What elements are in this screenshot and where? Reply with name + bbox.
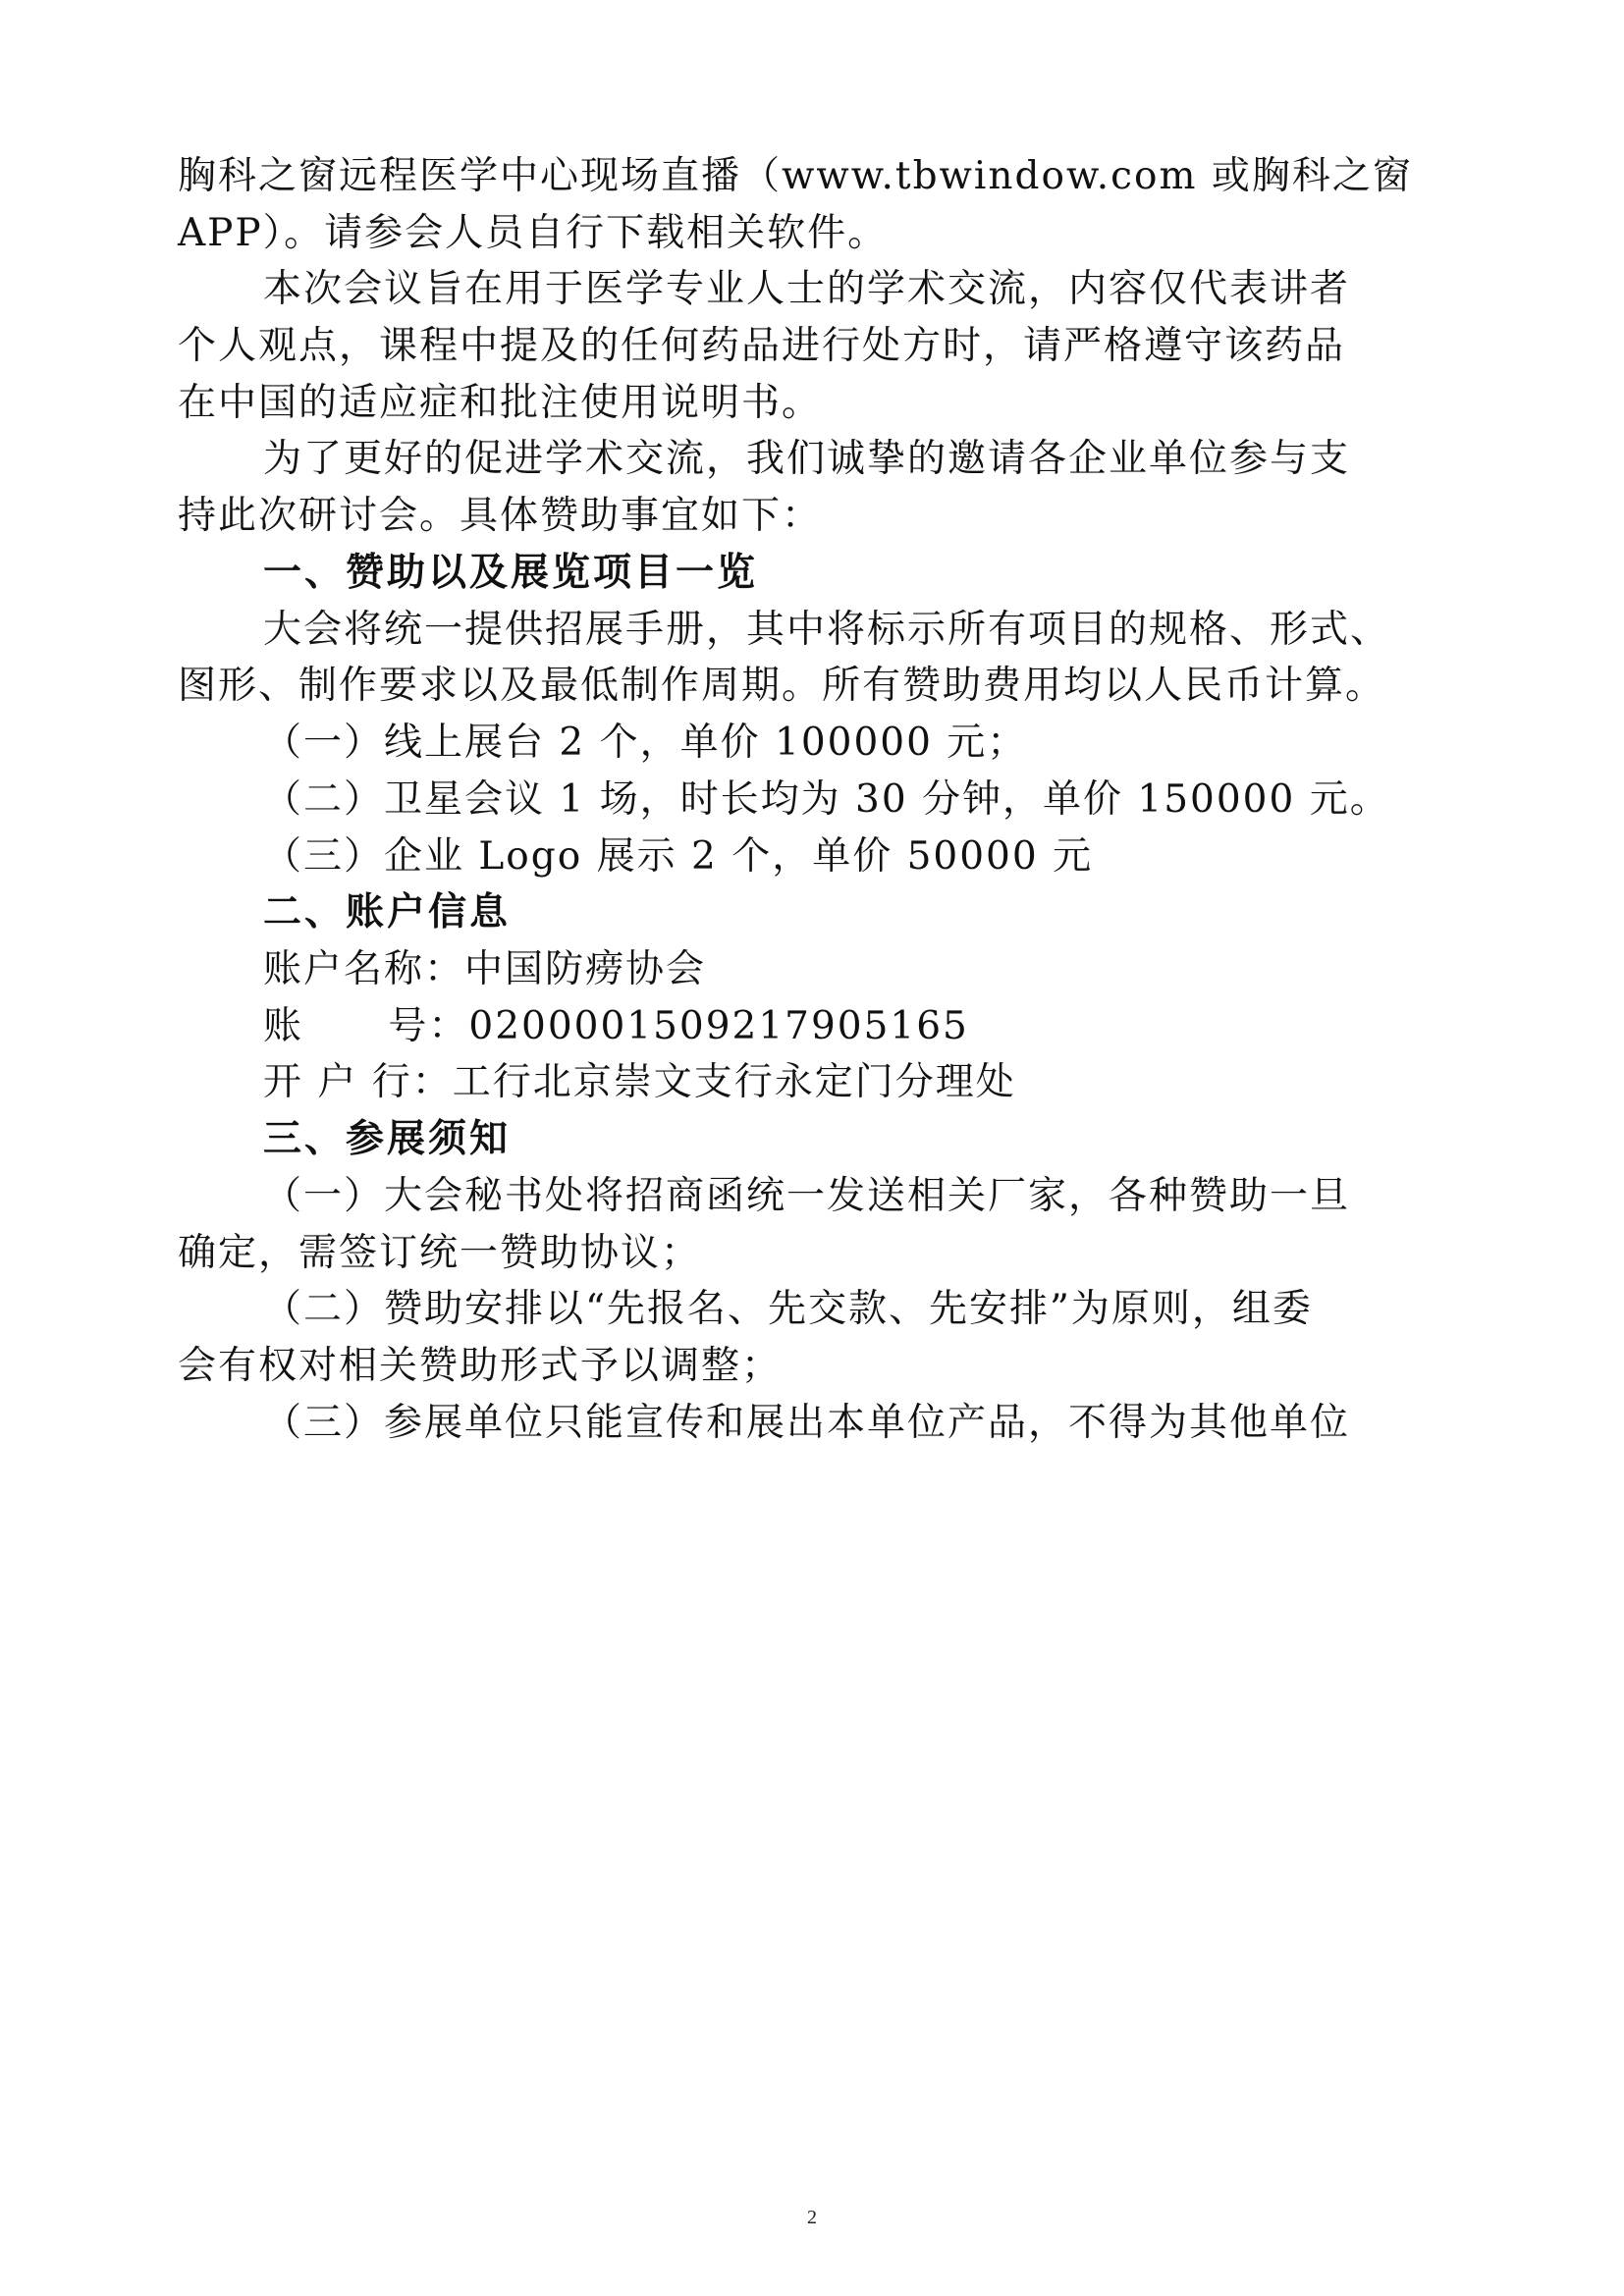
page-number: 2 — [807, 2207, 817, 2228]
paragraph-invitation-line-1: 为了更好的促进学术交流，我们诚挚的邀请各企业单位参与支 — [263, 437, 1351, 481]
paragraph-invitation-line-2: 持此次研讨会。具体赞助事宜如下： — [178, 494, 823, 538]
notice-item-1-line-2: 确定，需签订统一赞助协议； — [178, 1231, 702, 1275]
paragraph-live-broadcast-line-1: 胸科之窗远程医学中心现场直播（www.tbwindow.com 或胸科之窗 — [178, 154, 1413, 198]
account-bank-line: 开 户 行：工行北京崇文支行永定门分理处 — [263, 1060, 1016, 1104]
list-item-online-booth: （一）线上展台 2 个，单价 100000 元； — [263, 721, 1028, 765]
notice-item-3-line-1: （三）参展单位只能宣传和展出本单位产品，不得为其他单位 — [263, 1401, 1351, 1445]
paragraph-disclaimer-line-3: 在中国的适应症和批注使用说明书。 — [178, 381, 823, 425]
notice-item-2-line-2: 会有权对相关赞助形式予以调整； — [178, 1344, 783, 1388]
paragraph-live-broadcast-line-2: APP）。请参会人员自行下载相关软件。 — [178, 211, 889, 255]
account-name-line: 账户名称：中国防痨协会 — [263, 947, 707, 991]
section-heading-exhibitor-notes: 三、参展须知 — [263, 1117, 512, 1161]
account-number-line: 账 号：0200001509217905165 — [263, 1004, 969, 1048]
notice-item-1-line-1: （一）大会秘书处将招商函统一发送相关厂家，各种赞助一旦 — [263, 1174, 1351, 1218]
section-heading-sponsorship: 一、赞助以及展览项目一览 — [263, 551, 759, 595]
list-item-satellite-meeting: （二）卫星会议 1 场，时长均为 30 分钟，单价 150000 元。 — [263, 777, 1390, 822]
notice-item-2-line-1: （二）赞助安排以“先报名、先交款、先安排”为原则，组委 — [263, 1287, 1313, 1331]
list-item-logo-display: （三）企业 Logo 展示 2 个，单价 50000 元 — [263, 834, 1094, 879]
section-heading-account-info: 二、账户信息 — [263, 890, 512, 934]
paragraph-disclaimer-line-1: 本次会议旨在用于医学专业人士的学术交流，内容仅代表讲者 — [263, 267, 1351, 311]
paragraph-disclaimer-line-2: 个人观点，课程中提及的任何药品进行处方时，请严格遵守该药品 — [178, 324, 1346, 368]
paragraph-manual-line-1: 大会将统一提供招展手册，其中将标示所有项目的规格、形式、 — [263, 608, 1391, 652]
paragraph-manual-line-2: 图形、制作要求以及最低制作周期。所有赞助费用均以人民币计算。 — [178, 664, 1386, 708]
